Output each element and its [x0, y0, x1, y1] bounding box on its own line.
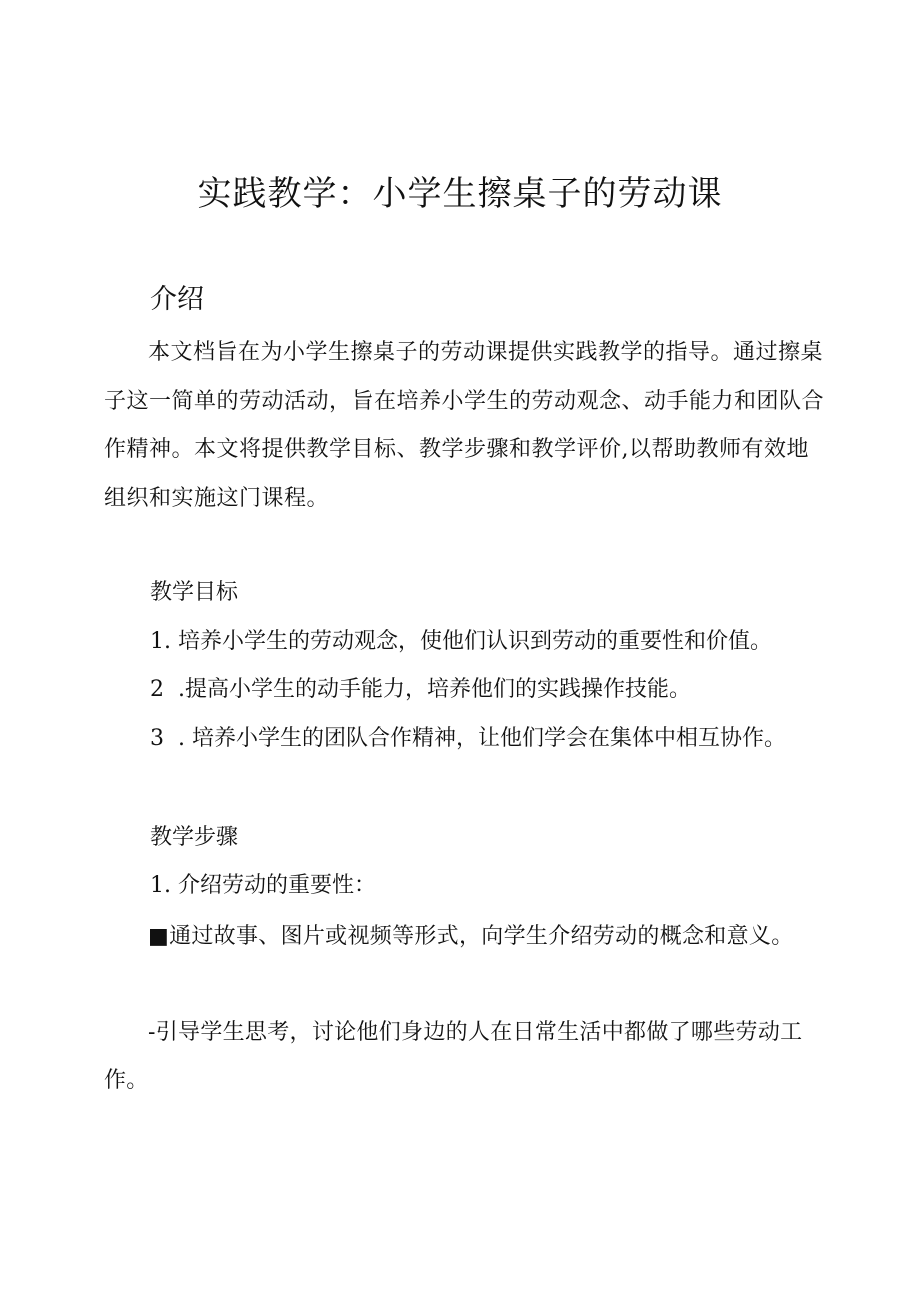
- document-title: 实践教学：小学生擦桌子的劳动课: [197, 174, 723, 214]
- step-1: 1. 介绍劳动的重要性：: [150, 873, 376, 898]
- goal-item-1: 1. 培养小学生的劳动观念，使他们认识到劳动的重要性和价值。: [150, 629, 772, 654]
- step-1-bullet-1: ■通过故事、图片或视频等形式，向学生介绍劳动的概念和意义。: [148, 924, 794, 949]
- goal-item-2: 2 .提高小学生的动手能力，培养他们的实践操作技能。: [150, 677, 691, 702]
- goal-item-3: 3 . 培养小学生的团队合作精神，让他们学会在集体中相互协作。: [150, 726, 786, 751]
- intro-paragraph: 本文档旨在为小学生擦桌子的劳动课提供实践教学的指导。通过擦桌子这一简单的劳动活动，旨在培养小学生的劳动观念、动手能力和团队合作精神。本文将提供教学目标、教学步骤和教学评价,以帮助教师有效地组织和实施这门课程。: [104, 340, 825, 511]
- goals-heading: 教学目标: [150, 580, 239, 605]
- intro-heading: 介绍: [150, 284, 204, 315]
- steps-heading: 教学步骤: [150, 825, 239, 850]
- step-1-bullet-2: -引导学生思考，讨论他们身边的人在日常生活中都做了哪些劳动工作。: [104, 1020, 803, 1093]
